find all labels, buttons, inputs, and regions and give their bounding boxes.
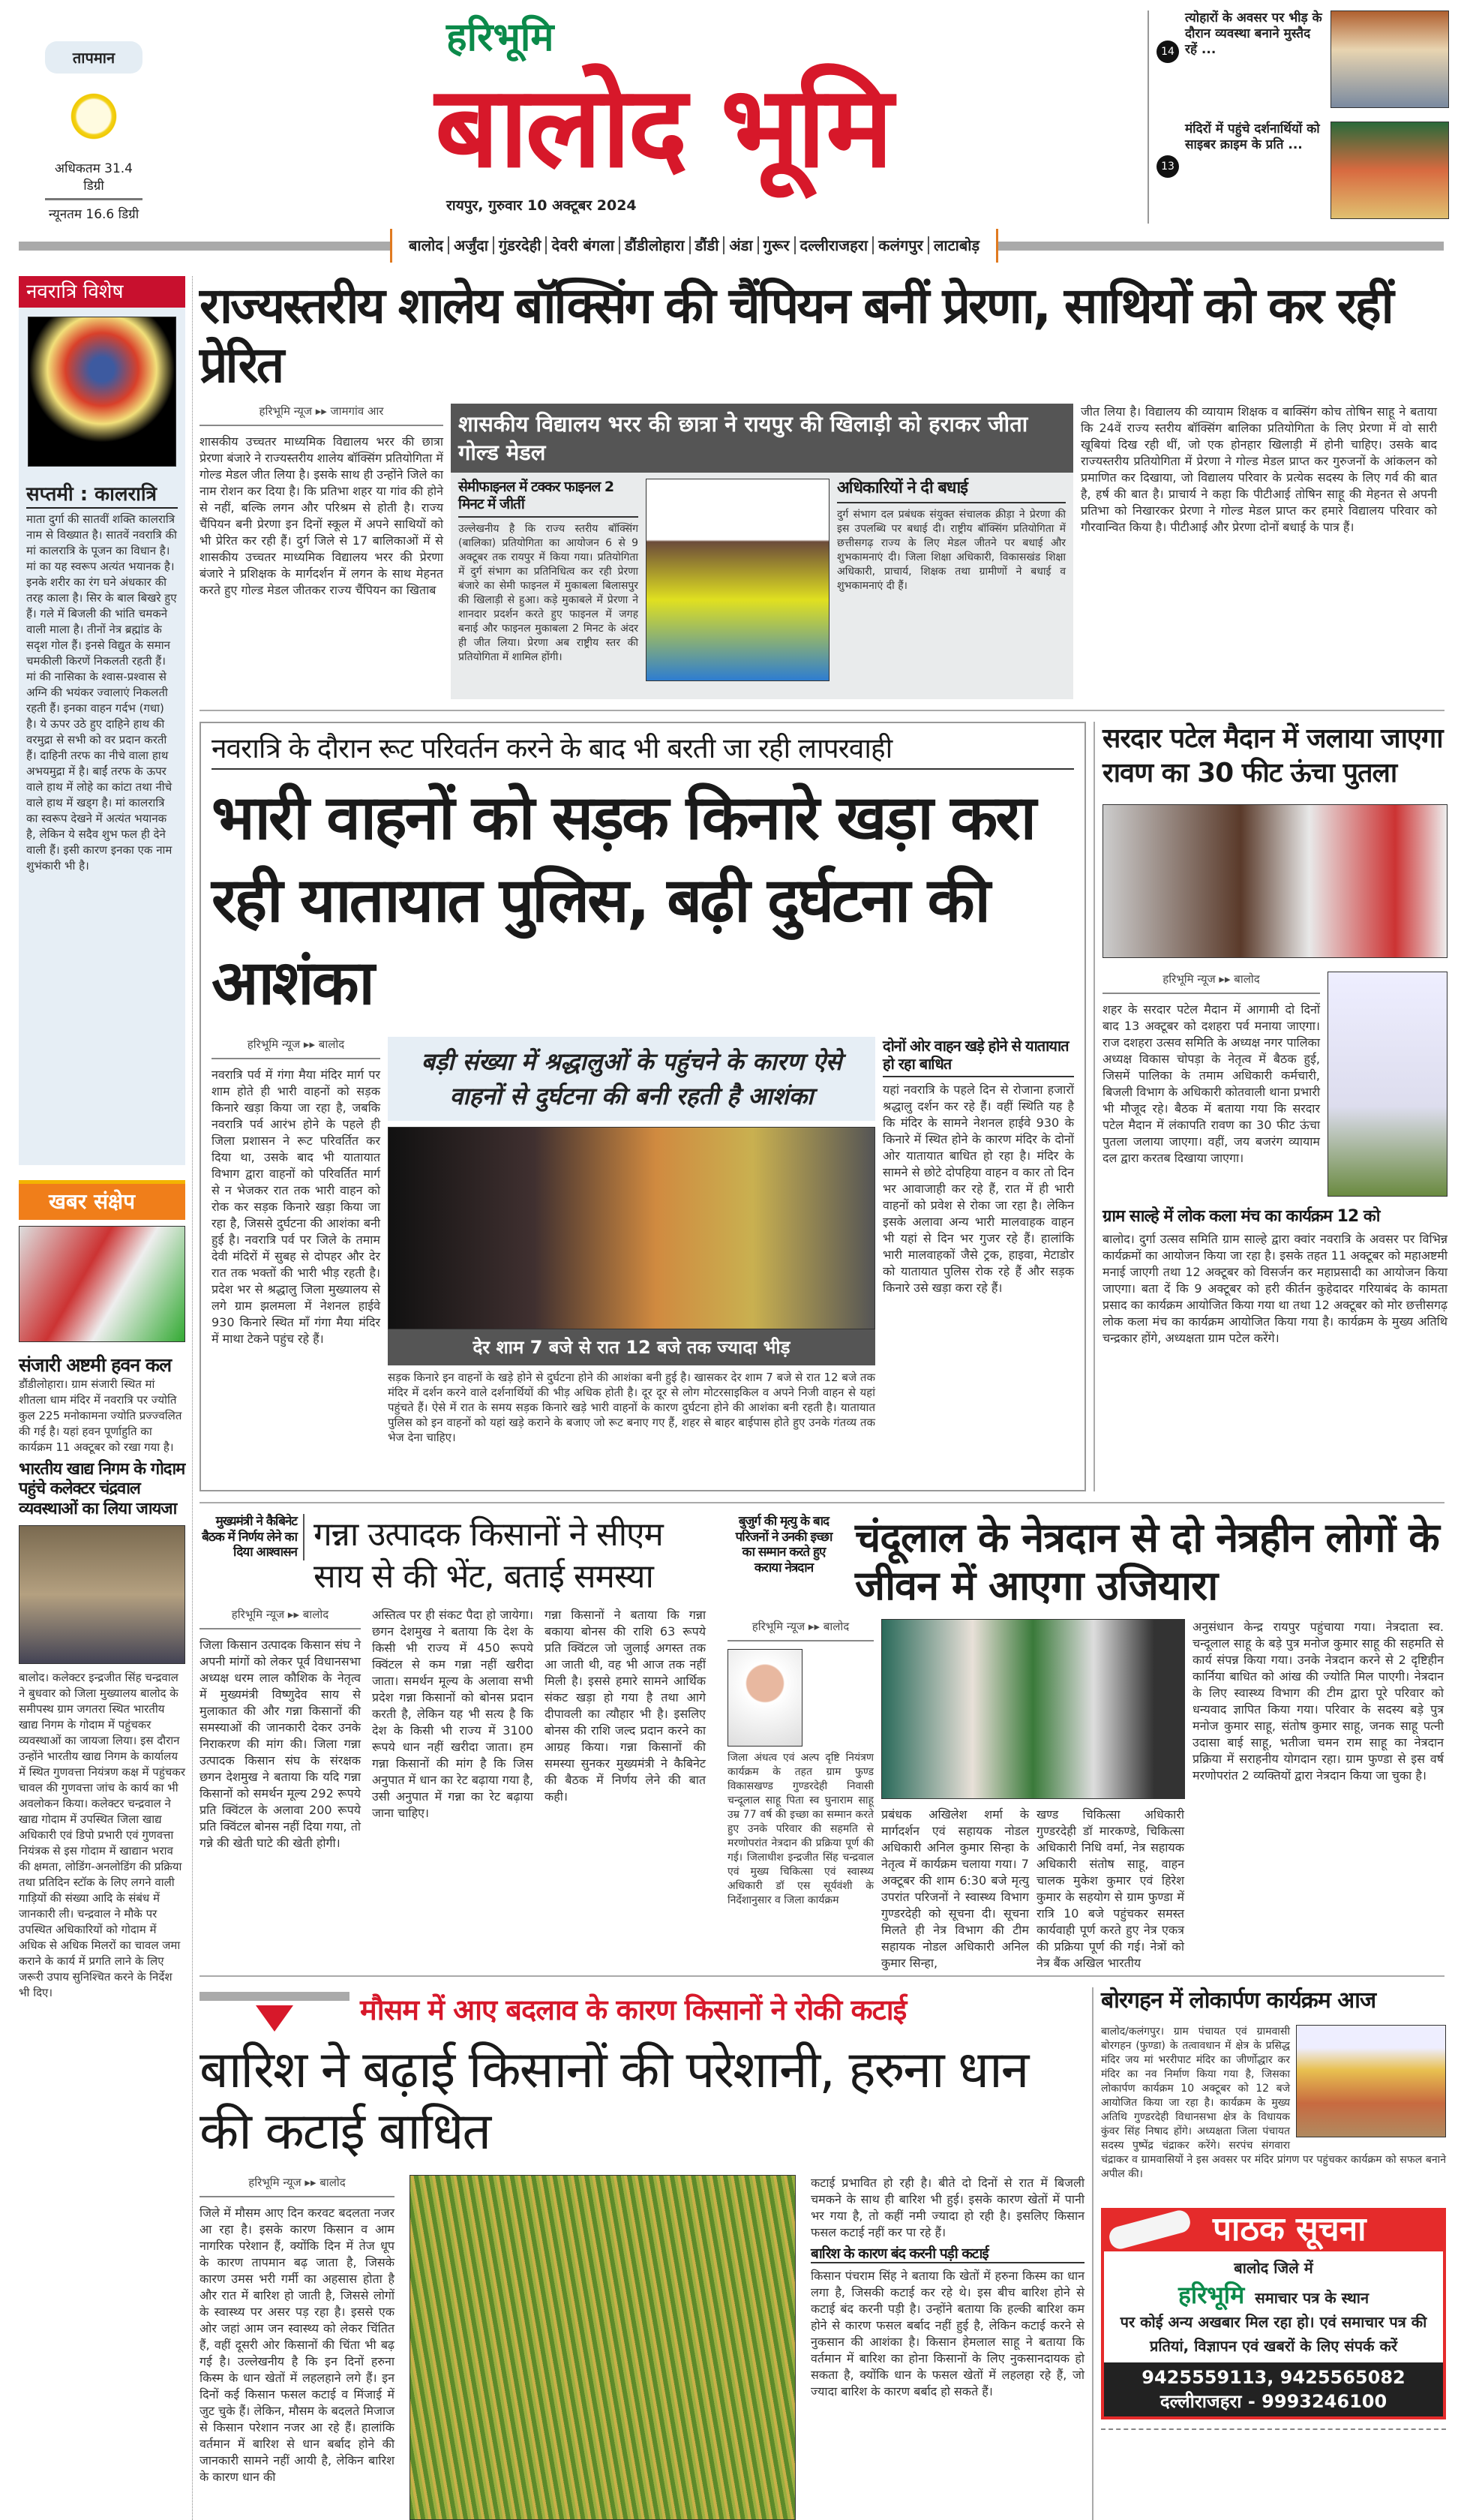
nav-item[interactable]: अंडा: [724, 236, 758, 254]
story-text: यहां नवरात्रि के पहले दिन से रोजाना हजारों श्रद्धालु दर्शन कर रहे हैं। वहीं स्थिति यह है कि मंदिर के सामने नेशनल हाईवे 930 के किनारे में स्थित होने के कारण मंदिर के दोनों ओर यातायात बाधित हो रहा है। मंदिर के सामने से छोटे दोपहिया वाहन व कार तो दिन भर आवाजाही कर रहे हैं, रात में ही भारी वाहनों को प्रवेश से रोका जा रहा है। लेकिन इसके अलावा अन्य भारी मालवाहक वाहन भी यहां से दिन भर गुजर रहे हैं। हालांकि भारी मालवाहकों जैसे ट्रक, हाइवा, मेटाडोर को यातायात पुलिस रोक रहे हैं और सड़क किनारे उसे खड़ा करा रहे हैं।: [883, 1083, 1074, 1296]
temple-photo: [1296, 2025, 1446, 2137]
effigy-photo: [1328, 972, 1448, 1197]
sun-icon: [68, 90, 120, 143]
barish-headline: बारिश ने बढ़ाई किसानों की परेशानी, हरुना धान की कटाई बाधित: [200, 2041, 1028, 2161]
row-story2: [200, 722, 1448, 1491]
byline: हरिभूमि न्यूज ▸▸ बालोद: [200, 1607, 361, 1629]
right-bottom: [1101, 1987, 1446, 2430]
story-text: सड़क किनारे इन वाहनों के खड़े होने से दुर्घटना होने की आशंका बनी हुई है। खासकर देर शाम 7 बजे से रात 12 बजे तक मंदिर में दर्शन करने वाले दर्शनार्थियों की भीड़ अधिक होती है। दूर दूर से लोग मोटरसाइकिल व अपने निजी वाहन से यहां पहुंचते हैं। ऐसे में रात के समय सड़क किनारे खड़े भारी वाहनों के कारण दुर्घटना होने की आशंका बनी रहती है। यातायात पुलिस को इन वाहनों को यहां खड़े कराने के बजाए जो रूट बनाए गए हैं, शहर से बाहर बाईपास होते हुए उनके गंतव्य तक भेज देना चाहिए।: [388, 1371, 875, 1445]
main-area: [200, 276, 1448, 2520]
navratri-box: [19, 276, 185, 1165]
nav-item[interactable]: दल्लीराजहरा: [796, 236, 874, 254]
teaser[interactable]: [1156, 11, 1449, 113]
teaser-photo: [1330, 11, 1449, 108]
nav-item[interactable]: कलंगपुर: [874, 236, 929, 254]
min-temp: न्यूनतम 16.6 डिग्री: [48, 207, 140, 222]
photo-caption: देर शाम 7 बजे से रात 12 बजे तक ज्यादा भीड़: [388, 1329, 875, 1365]
chevron-icon: [200, 1992, 350, 2001]
teasers: [1148, 11, 1451, 224]
temperature-box: [45, 41, 142, 222]
story1-box: [451, 404, 1073, 699]
brief-photo: [19, 1525, 185, 1664]
notice-line: बालोद जिले में: [1234, 2259, 1313, 2278]
story-text: जिला अंधत्व एवं अल्प दृष्टि नियंत्रण कार्यक्रम के तहत ग्राम फुण्ड विकासखण्ड गुण्डरदेही निवासी चन्दूलाल साहू पिता स्व घुनाराम साहू उम्र 77 वर्ष की इच्छा का सम्मान करते हुए उनके परिवार की सहमति से मरणोपरांत नेत्रदान की प्रक्रिया पूर्ण की गई। जिलाधीश इन्द्रजीत सिंह चन्द्रवाल एवं मुख्य चिकित्सा एवं स्वास्थ्य अधिकारी डॉ एस सूर्यवंशी के निर्देशानुसार व जिला कार्यक्रम: [728, 1752, 874, 1907]
eye-donation-photo: [881, 1619, 1185, 1799]
ganna-headline: गन्ना उत्पादक किसानों ने सीएम साय से की भेंट, बताई समस्या: [314, 1515, 663, 1596]
section-divider: [200, 710, 1444, 711]
subhead: अधिकारियों ने दी बधाई: [837, 479, 1066, 503]
story1-col3: जीत लिया है। विद्यालय की व्यायाम शिक्षक व बाक्सिंग कोच तोषिन साहू ने बताया कि 24वें राज्य स्तरीय बॉक्सिंग बालिका प्रतियोगिता के लिए प्रेरणा में वो सारी खूबियां दिख रही थीं, जो एक होनहार खिलाड़ी में होनी चाहिए। उसके बाद राज्यस्तरीय प्रतियोगिता में प्रेरणा ने गोल्ड मेडल प्राप्त कर गुरुजनों के आंकलन को प्रमाणित कर दिखाया, जो विद्यालय परिवार के प्रत्येक सदस्य के लिए गर्व की बात है, हर्ष की बात है। प्राचार्य ने कहा कि पीटीआई तोषिन साहू की मेहनत से अपनी प्रतिभा को निखारकर प्रेरणा ने गोल्ड मेडल प्राप्त कर हमारे विद्यालय परिवार को गौरवान्वित किया है। पीटीआई और प्रेरणा दोनों बधाई के पात्र हैं।: [1081, 404, 1437, 535]
barish-kicker: मौसम में आए बदलाव के कारण किसानों ने रोकी कटाई: [360, 1993, 907, 2026]
byline: हरिभूमि न्यूज ▸▸ बालोद: [200, 2175, 394, 2197]
nav-item[interactable]: डौंडीलोहारा: [620, 236, 691, 254]
story-text: शहर के सरदार पटेल मैदान में आगामी दो दिनों बाद 13 अक्टूबर को दशहरा पर्व मनाया जाएगा। राज दशहरा उत्सव समिति के अध्यक्ष नगर पालिका अध्यक्ष विकास चोपड़ा के नेतृत्व में बैठक हुई, जिसमें पालिका के तमाम अधिकारी कर्मचारी, बिजली विभाग के अधिकारी कोतवाली थाना प्रभारी भी मौजूद रहे। बैठक में बताया गया कि सरदार पटेल मैदान में लंकापति रावण का 30 फीट ऊंचा पुतला जलाया जाएगा। वहीं, जय बजरंग व्यायाम दल द्वारा करतब दिखाया जाएगा।: [1102, 1002, 1320, 1165]
notice-phones[interactable]: 9425559113, 9425565082: [1142, 2367, 1406, 2389]
story2-kicker: नवरात्रि के दौरान रूट परिवर्तन करने के बाद भी बरती जा रही लापरवाही: [212, 732, 1074, 770]
story-text: कटाई प्रभावित हो रही है। बीते दो दिनों से रात में बिजली चमकने के साथ ही बारिश भी हुई। इसके कारण खेतों में पानी भर गया है, तो कहीं नमी ज्यादा हो रही है। इसलिए किसान फसल कटाई नहीं कर पा रहे हैं।: [811, 2175, 1084, 2239]
temperature-label: तापमान: [45, 41, 142, 74]
teaser-text: मंदिरों में पहुंचे दर्शनार्थियों को साइबर क्राइम के प्रति ...: [1185, 122, 1320, 152]
subhead: दोनों ओर वाहन खड़े होने से यातायात हो रहा बाधित: [883, 1037, 1074, 1077]
page-body: [19, 276, 1448, 2520]
paddy-photo: [410, 2175, 796, 2520]
story2-box: [200, 722, 1086, 1491]
kalratri-image: [28, 317, 176, 467]
notice-line: समाचार पत्र के स्थान: [1255, 2289, 1370, 2308]
byline: हरिभूमि न्यूज ▸▸ बालोद: [1102, 972, 1320, 994]
row-ganna-chandulal: [200, 1514, 1444, 1971]
story1: [200, 404, 1444, 699]
story1-headline: राज्यस्तरीय शालेय बॉक्सिंग की चैंपियन बनीं प्रेरणा, साथियों को कर रहीं प्रेरित: [200, 277, 1392, 395]
brief-label: खबर संक्षेप: [19, 1180, 185, 1220]
brief-text: बालोद। कलेक्टर इन्द्रजीत सिंह चन्द्रवाल ने बुधवार को जिला मुख्यालय बालोद के समीपस्थ ग्राम जगतरा स्थित भारतीय खाद्य निगम के गोदाम में पहुंचकर व्यवस्थाओं का जायजा लिया। इस दौरान उन्होंने भारतीय खाद्य निगम के कार्यालय में स्थित गुणवत्ता नियंत्रण कक्ष में पहुंचकर चावल की गुणवत्ता जांच के कार्य का भी अवलोकन किया। कलेक्टर चन्द्रवाल ने खाद्य गोदाम में उपस्थित जिला खाद्य अधिकारी एवं डिपो प्रभारी एवं गुणवत्ता नियंत्रक से इस गोदाम में खाद्यान भराव की क्षमता, लोडिंग-अनलोडिंग की प्रक्रिया तथा प्रतिदिन स्टॉक के लिए लगने वाली गाड़ियों की संख्या आदि के संबंध में जानकारी ली। चन्द्रवाल ने मौके पर उपस्थित अधिकारियों को गोदाम में अधिक से अधिक मिलरों का चावल जमा कराने के कार्य में प्रगति लाने के लिए जरूरी उपाय सुनिश्चित करने के निर्देश भी दिए।: [19, 1671, 185, 2000]
byline: हरिभूमि न्यूज ▸▸ जामगांव आर: [200, 404, 443, 426]
column-divider: [1094, 722, 1095, 1491]
story2-quote: बड़ी संख्या में श्रद्धालुओं के पहुंचने के कारण ऐसे वाहनों से दुर्घटना की बनी रहती है आशंका: [388, 1037, 875, 1121]
chandulal-story: [728, 1514, 1444, 1971]
borgahan-story: [1101, 1987, 1446, 2196]
chandulal-headline: चंदूलाल के नेत्रदान से दो नेत्रहीन लोगों के जीवन में आएगा उजियारा: [855, 1514, 1439, 1610]
nav-item[interactable]: गुंडरदेही: [494, 236, 548, 254]
traffic-photo: [388, 1127, 875, 1329]
nav-item[interactable]: देवरी बंगला: [547, 236, 620, 254]
section-divider: [200, 1975, 1444, 1977]
story-text: उल्लेखनीय है कि राज्य स्तरीय बॉक्सिंग (बालिका) प्रतियोगिता का आयोजन 6 से 9 अक्टूबर तक रायपुर में किया गया। प्रतियोगिता में दुर्ग संभाग का प्रतिनिधित्व कर रही प्रेरणा बंजारे का सेमी फाइनल में मुकाबला बिलासपुर की खिलाड़ी से हुआ। कड़े मुकाबले में प्रेरणा ने शानदार प्रदर्शन करते हुए फाइनल में जगह बनाई और फाइनल मुकाबला 2 मिनट के अंदर ही जीत लिया। प्रेरणा अब राष्ट्रीय स्तर की प्रतियोगिता में शामिल होंगी।: [458, 522, 638, 663]
column-divider: [192, 276, 193, 2520]
section-nav: [390, 229, 998, 263]
subhead: बारिश के कारण बंद करनी पड़ी कटाई: [811, 2245, 1084, 2264]
chevron-down-icon: [256, 2005, 293, 2032]
ravan-story: [1102, 722, 1448, 1413]
brief-text: डौंडीलोहारा। ग्राम संजारी स्थित मां शीतला धाम मंदिर में नवरात्रि पर ज्योति कुल 225 मनोकामना ज्योति प्रज्ज्वलित की गई है। यहां हवन पूर्णाहुति का कार्यक्रम 11 अक्टूबर को रखा गया है।: [19, 1377, 182, 1454]
chandulal-portrait: [728, 1649, 802, 1747]
story-text: जिला किसान उत्पादक किसान संघ ने अपनी मांगों को लेकर पूर्व विधानसभा अध्यक्ष धरम लाल कौशिक के नेतृत्व में मुख्यमंत्री विष्णुदेव साय से मुलाकात की और गन्ना किसानों की समस्याओं की जानकारी देकर उनके निराकरण की मांग की। जिला गन्ना उत्पादक किसान संघ के संरक्षक छगन देशमुख ने बताया कि यदि गन्ना किसानों को समर्थन मूल्य 292 रूपये प्रति क्विंटल के अलावा 200 रूपये प्रति क्विंटल बोनस नहीं दिया गया, तो गन्ने की खेती घाटे की खेती होगी।: [200, 1638, 361, 1851]
story2-headline: भारी वाहनों को सड़क किनारे खड़ा करा रही यातायात पुलिस, बढ़ी दुर्घटना की आशंका: [212, 782, 1034, 1020]
row-barish: [200, 1987, 1444, 2519]
chandulal-kicker: बुजुर्ग की मृत्यु के बाद परिजनों ने उनकी इच्छा का सम्मान करते हुए कराया नेत्रदान: [735, 1514, 832, 1575]
story1-banner: शासकीय विद्यालय भरर की छात्रा ने रायपुर की खिलाड़ी को हराकर जीता गोल्ड मेडल: [451, 404, 1073, 473]
story-text: प्रबंधक अखिलेश शर्मा के मार्गदर्शन एवं सहायक नोडल अधिकारी अनिल कुमार सिन्हा के नेतृत्व में कार्यक्रम चलाया गया। 7 अक्टूबर की शाम 6:30 बजे मृत्यु उपरांत परिजनों ने स्वास्थ्य विभाग गुण्डरदेही को सूचना दी। सूचना मिलते ही नेत्र विभाग की टीम सहायक नोडल अधिकारी अनिल कुमार सिन्हा,: [881, 1807, 1029, 1971]
teaser[interactable]: [1156, 122, 1449, 224]
prerna-photo: [646, 479, 830, 681]
nav-item[interactable]: डौंडी: [691, 236, 725, 254]
story-text: अनुसंधान केन्द्र रायपुर पहुंचाया गया। नेत्रदाता स्व. चन्दूलाल साहू के बड़े पुत्र मनोज कुमार साहू की सहमति से कार्य संपन्न किया गया। उनके नेत्रदान करने से 2 दृष्टिहीन कार्निया बाधित को आंख की ज्योति मिल पाएगी। नेत्रदान के लिए स्वास्थ्य विभाग की टीम द्वारा पूरे परिवार को धन्यवाद ज्ञापित किया गया। परिवार के सदस्य बड़े पुत्र मनोज कुमार साहू, संतोष कुमार साहू, जनक साहू पत्नी उदासा बाई साहू, भतीजा चमन राम साहू का नेत्रदान प्रक्रिया में सराहनीय योगदान रहा। ग्राम फुण्डा से इस वर्ष मरणोपरांत 2 व्यक्तियों द्वारा नेत्रदान किया जा चुका है।: [1192, 1620, 1444, 1783]
subhead: ग्राम साल्हे में लोक कला मंच का कार्यक्रम 12 को: [1102, 1206, 1380, 1226]
navratri-text: माता दुर्गा की सातवीं शक्ति कालरात्रि नाम से विख्यात है। सातवें नवरात्रि की मां कालरात्रि के पूजन का विधान है। मां का यह स्वरूप अत्यंत भयानक है। इनके शरीर का रंग घने अंधकार की तरह काला है। सिर के बाल बिखरे हुए हैं। गले में बिजली की भांति चमकने वाली माला है। तीनों नेत्र ब्रह्मांड के सदृश गोल हैं। इनसे विद्युत के समान चमकीली किरणें निकलती रहती हैं। मां की नासिका के श्वास-प्रश्वास से अग्नि की भयंकर ज्वालाएं निकलती रहती हैं। इनका वाहन गर्दभ (गधा) है। ये ऊपर उठे हुए दाहिने हाथ की वरमुद्रा से सभी को वर प्रदान करती हैं। दाहिनी तरफ का नीचे वाला हाथ अभयमुद्रा में है। बाईं तरफ के ऊपर वाले हाथ में लोहे का कांटा तथा नीचे वाले हाथ में खड्ग है। मां कालरात्रि का स्वरूप देखने में अत्यंत भयानक है, लेकिन ये सदैव शुभ फल ही देने वाली हैं। इसी कारण इनका एक नाम शुभंकारी भी है।: [26, 512, 177, 873]
story-text: जिले में मौसम आए दिन करवट बदलता नजर आ रहा है। इसके कारण किसान व आम नागरिक परेशान हैं, क्योंकि दिन में तेज धूप के कारण तापमान बढ़ जाता है, जिसके कारण उमस भरी गर्मी का अहसास होता है और रात में बारिश हो जाती है, जिससे लोगों के स्वास्थ्य पर असर पड़ रहा है। इससे एक ओर जहां आम जन स्वास्थ्य को लेकर चिंतित हैं, वहीं दूसरी ओर किसानों की चिंता भी बढ़ गई है। उल्लेखनीय है कि इन दिनों हरुना किस्म के धान खेतों में लहलहाने लगे हैं। इन दिनों कई किसान फसल कटाई व मिंजाई में जुट चुके हैं। लेकिन, मौसम के बदलते मिजाज से किसान परेशान नजर आ रहे हैं। हालांकि वर्तमान में बारिश से धान बर्बाद होने की जानकारी सामने नहीं आयी है, लेकिन बारिश के कारण धान की: [200, 2205, 394, 2484]
brand-small: हरिभूमि: [446, 15, 554, 60]
story-text: खण्ड चिकित्सा अधिकारी गुण्डरदेही डॉ मारकण्डे, चिकित्सा अधिकारी निधि वर्मा, नेत्र सहायक अधिकारी संतोष साहू, वाहन चालक मुकेश कुमार एवं हिरेश कुमार के सहयोग से ग्राम फुण्डा में रात्रि 10 बजे पहुंचकर समस्त कार्यवाही पूर्ण करते हुए नेत्र एकत्र की प्रक्रिया पूर्ण की गई। नेत्रों को नेत्र बैंक अखिल भारतीय: [1036, 1807, 1184, 1971]
notice-brand: हरिभूमि: [1178, 2281, 1245, 2310]
story-text: अस्तित्व पर ही संकट पैदा हो जायेगा। छगन देशमुख ने बताया कि देश के किसी भी राज्य में 450 रूपये क्विंटल से कम गन्ना नहीं खरीदा जाता। समर्थन मूल्य के अलावा सभी प्रदेश गन्ना किसानों को बोनस प्रदान करती है, लेकिन यह भी सत्य है कि देश के किसी भी राज्य में 3100 रूपये धान नहीं खरीदा जाता। हम गन्ना किसानों की मांग है कि जिस अनुपात में धान का रेट बढ़ाया गया है, उसी अनुपात में गन्ना का रेट बढ़ाया जाना चाहिए।: [372, 1608, 533, 1821]
nav-item[interactable]: गुरूर: [759, 236, 796, 254]
left-column: [19, 276, 185, 2001]
masthead: बालोद भूमि: [435, 62, 890, 193]
byline: हरिभूमि न्यूज ▸▸ बालोद: [212, 1037, 380, 1059]
teaser-photo: [1330, 122, 1449, 219]
column-divider: [1092, 1987, 1094, 2519]
navratri-label: नवरात्रि विशेष: [19, 276, 185, 308]
nav-item[interactable]: अर्जुंदा: [449, 236, 494, 254]
barish-story: [200, 1987, 1084, 2519]
meeting-photo: [1102, 804, 1448, 958]
section-divider: [200, 1502, 1444, 1503]
subhead: सेमीफाइनल में टक्कर फाइनल 2 मिनट में जीतीं: [458, 479, 638, 518]
notice-dalli-phone[interactable]: दल्लीराजहरा - 9993246100: [1160, 2391, 1388, 2413]
story1-col1: [200, 404, 443, 648]
page-badge: 14: [1156, 41, 1179, 63]
byline: हरिभूमि न्यूज ▸▸ बालोद: [728, 1619, 874, 1641]
ganna-story: [200, 1514, 717, 1954]
max-temp: अधिकतम 31.4 डिग्री: [45, 159, 142, 200]
story-text: नवरात्रि पर्व में गंगा मैया मंदिर मार्ग पर शाम होते ही भारी वाहनों को सड़क किनारे खड़ा किया जा रहा है, जबकि नवरात्रि पर्व आरंभ होने के पहले ही जिला प्रशासन ने रूट परिवर्तित कर दिया था, उसके बाद भी यातायात विभाग द्वारा वाहनों को परिवर्तित मार्ग से न भेजकर रात तक भारी वाहन को रोक कर सड़क किनारे खड़ा किया जा रहा है, जिससे दुर्घटना की आशंका बनी हुई है। नवरात्रि पर्व पर जिले के तमाम देवी मंदिरों में सुबह से दोपहर और देर रात तक भक्तों की भारी भीड़ रहती है। प्रदेश भर से श्रद्धालु जिला मुख्यालय से लगे ग्राम झलमला में नेशनल हाईवे 930 किनारे स्थित माँ गंगा मैया मंदिर में माथा टेकने पहुंच रहे हैं।: [212, 1068, 380, 1347]
brief-title: भारतीय खाद्य निगम के गोदाम पहुंचे कलेक्टर चंद्रवाल व्यवस्थाओं का लिया जायजा: [19, 1460, 185, 1518]
reader-notice: [1101, 2208, 1446, 2419]
story-text: बालोद। दुर्गा उत्सव समिति ग्राम साल्हे द्वारा क्वांर नवरात्रि के अवसर पर विभिन्न कार्यक्रमों का आयोजन किया जा रहा है। इसके तहत 11 अक्टूबर को महाअष्टमी मनाई जाएगी तथा 12 अक्टूबर को विसर्जन कर महाप्रसादी का आयोजन किया जाएगा। बता दें कि 9 अक्टूबर को हरी कीर्तन कुहेदादर गरियाबंद के कामता प्रसाद का कार्यक्रम आयोजित किया गया था तथा 12 अक्टूबर को मोर छत्तीसगढ़ लोक कला मंच का कार्यक्रम आयोजित किया गया है। कार्यक्रम के मुख्य अतिथि चन्द्रकार होंगे, अध्यक्षता ग्राम पटेल करेंगे।: [1102, 1232, 1448, 1346]
notice-line: पर कोई अन्य अखबार मिल रहा हो। एवं समाचार पत्र की प्रतियां, विज्ञापन एवं खबरों के लिए संपर्क करें: [1120, 2313, 1427, 2356]
story-text: गन्ना किसानों ने बताया कि गन्ना बकाया बोनस की राशि 63 रूपये प्रति क्विंटल जो जुलाई अगस्त तक आ जाती थी, वह भी आज तक नहीं मिली है। इससे हमारे सामने आर्थिक संकट खड़ा हो गया है तथा आगे दीपावली का त्यौहार भी है। इसलिए बोनस की राशि जल्द प्रदान करने का आग्रह किया। गन्ना किसानों की समस्या सुनकर मुख्यमंत्री ने कैबिनेट की बैठक में निर्णय लेने की बात कही।: [544, 1608, 706, 1804]
story-text: किसान पंचराम सिंह ने बताया कि खेतों में हरुना किस्म का धान लगा है, जिसकी कटाई कर रहे थे। इस बीच बारिश होने से कटाई बंद करनी पड़ी है। उन्होंने बताया कि हल्की बारिश कम होने से कारण फसल बर्बाद नहीं हुई है, लेकिन कटाई करने से नुकसान की आशंका है। किसान हेमलाल साहू ने बताया कि वर्तमान में बारिश का होना किसानों के लिए नुकसानदायक हो सकता है, क्योंकि धान के फसल खेतों में लहलहा रहे हैं, जो ज्यादा बारिश के कारण बर्बाद हो सकते हैं।: [811, 2269, 1084, 2399]
ganna-kicker: मुख्यमंत्री ने कैबिनेट बैठक में निर्णय लेने का दिया आश्वासन: [200, 1514, 304, 1560]
notice-title: पाठक सूचना: [1213, 2210, 1366, 2249]
nav-item[interactable]: लाटाबोड़: [933, 236, 980, 254]
navratri-title: सप्तमी : कालरात्रि: [26, 482, 178, 509]
story-text: बालोद/कलंगपुर। ग्राम पंचायत एवं ग्रामवासी बोरगहन (फुण्डा) के तत्वावधान में क्षेत्र के प्रसिद्ध मंदिर जय मां भररीपाट मंदिर का जीर्णोद्धार कर मंदिर का नव निर्माण किया गया है, जिसका लोकार्पण कार्यक्रम 10 अक्टूबर को 12 बजे आयोजित किया जा रहा है। कार्यक्रम के मुख्य अतिथि गुण्डरदेही विधानसभा क्षेत्र के विधायक कुंवर सिंह निषाद होंगे। अध्यक्षता जिला पंचायत सदस्य पुष्पेंद्र चंद्राकर करेंगे। सरपंच संगवारा चंद्राकर व ग्रामवासियों ने इस अवसर पर मंदिर प्रांगण पर पहुंचकर कार्यक्रम को सफल बनाने अपील की।: [1101, 2026, 1446, 2181]
story-text: शासकीय उच्चतर माध्यमिक विद्यालय भरर की छात्रा प्रेरणा बंजारे ने राज्यस्तरीय शालेय बॉक्सिंग प्रतियोगिता में गोल्ड मेडल जीत लिया है। इसके साथ ही उन्होंने जिले का नाम रोशन कर दिया है। कि प्रतिभा शहर या गांव की होने से नहीं, बल्कि लगन और परिश्रम से होती है। राज्य चैंपियन बनी प्रेरणा इन दिनों स्कूल में अपने साथियों को भी प्रेरित कर रही हैं। दुर्ग जिले से 17 बालिकाओं में से शासकीय उच्चतर माध्यमिक विद्यालय भरर की प्रेरणा बंजारे ने प्रशिक्षक के मार्गदर्शन में लगन के साथ मेहनत करते हुए गोल्ड मेडल जीतकर राज्य चैंपियन का खिताब: [200, 434, 443, 598]
dateline: रायपुर, गुरुवार 10 अक्टूबर 2024: [446, 197, 637, 214]
story-text: दुर्ग संभाग दल प्रबंधक संयुक्त संचालक क्रीड़ा ने प्रेरणा की इस उपलब्धि पर बधाई दी। राष्ट्रीय बॉक्सिंग प्रतियोगिता में छत्तीसगढ़ राज्य के लिए मेडल जीतने पर बधाई और शुभकामनाएं दी। जिला शिक्षा अधिकारी, विकासखंड शिक्षा अधिकारी, प्राचार्य, शिक्षक तथा ग्रामीणों ने बधाई व शुभकामनाएं दी हैं।: [837, 508, 1066, 592]
ravan-headline: सरदार पटेल मैदान में जलाया जाएगा रावण का 30 फीट ऊंचा पुतला: [1102, 722, 1443, 788]
borgahan-headline: बोरगहन में लोकार्पण कार्यक्रम आज: [1101, 1987, 1376, 2014]
nav-item[interactable]: बालोद: [404, 236, 449, 254]
dashed-divider: [1101, 2428, 1446, 2430]
page-badge: 13: [1156, 155, 1179, 178]
brief-title: संजारी अष्टमी हवन कल: [19, 1354, 172, 1376]
teaser-text: त्योहारों के अवसर पर भीड़ के दौरान व्यवस्था बनाने मुस्तैद रहें ...: [1185, 11, 1322, 57]
brief-photo: [19, 1226, 185, 1342]
